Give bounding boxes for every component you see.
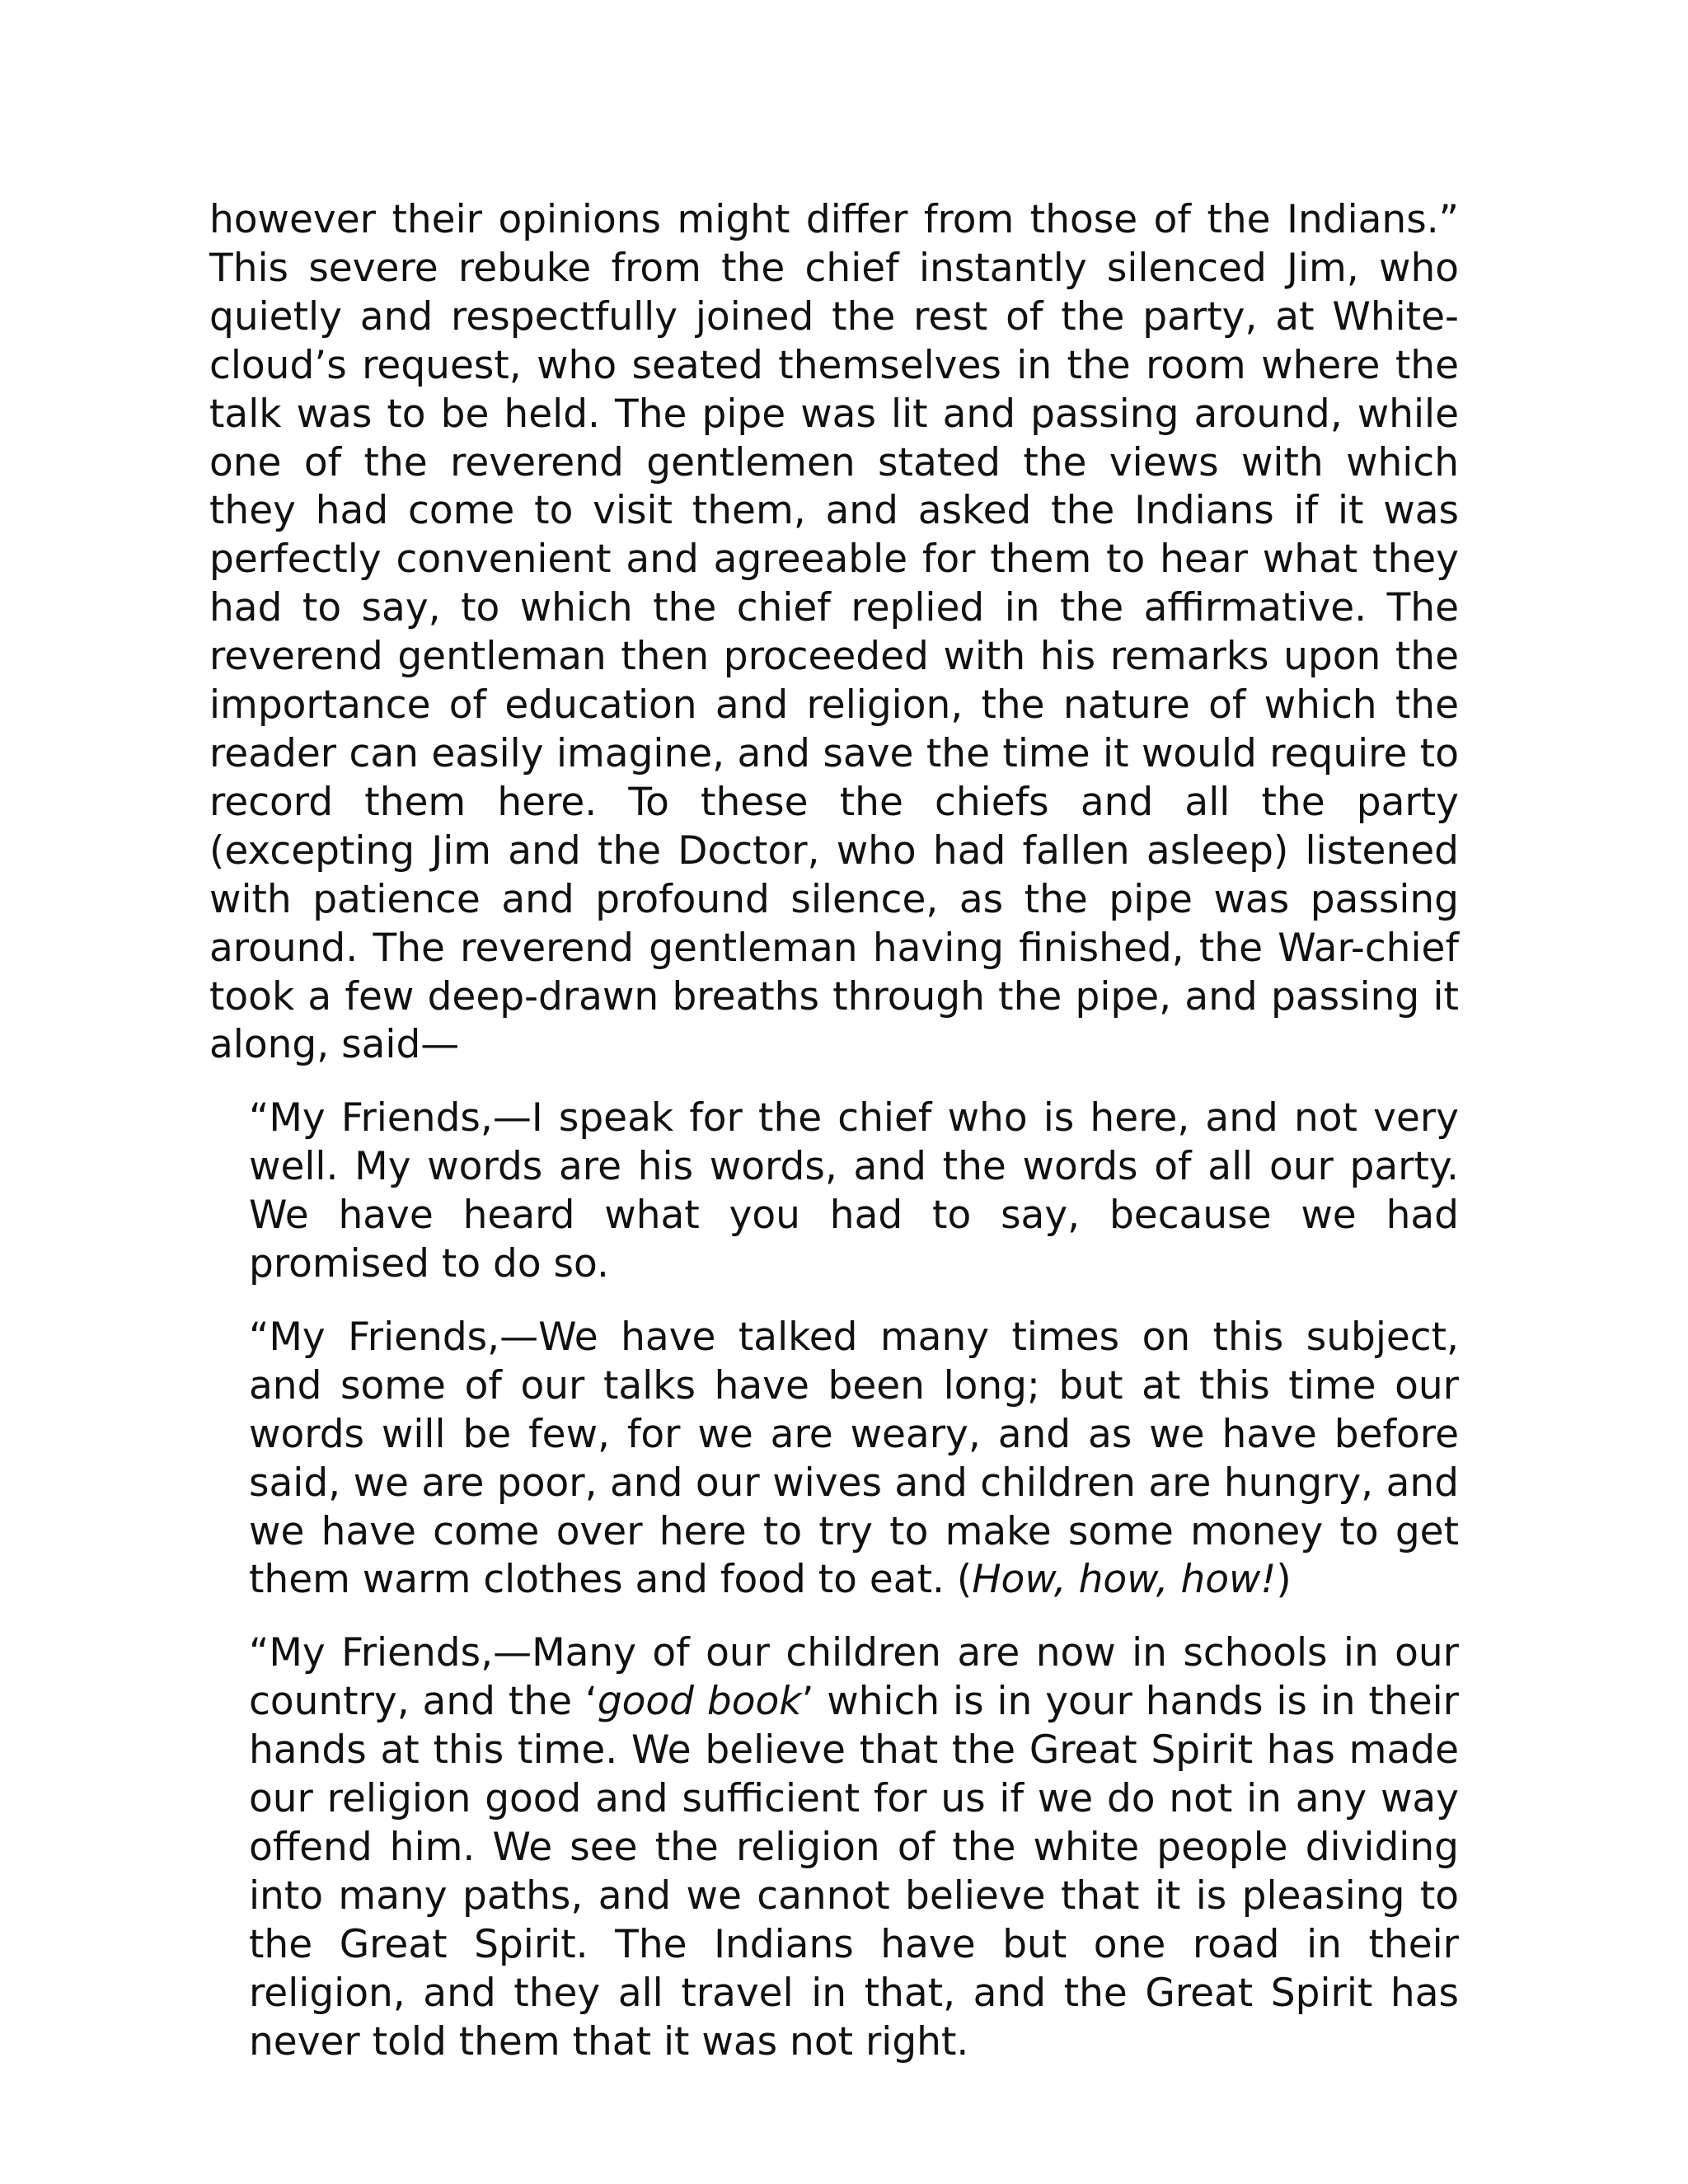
speech-text-end: ) — [1276, 1557, 1292, 1603]
italic-exclamation: How, how, how! — [972, 1557, 1277, 1603]
speech-text-end: ’ which is in your hands is in their hands at this time. We believe that the Great Spirit has made our religion good and sufficient for us if we do not in any way offend him. We see the religion of the white people dividing into many paths, and we cannot believe that it is pleasing to the Great Spirit. The Indians have but one road in their religion, and they all travel in that, and the Great Spirit has never told them that it was not right. — [249, 1679, 1459, 2064]
speech-text: “My Friends,—We have talked many times on this subject, and some of our talks have been long; but at this time our words will be few, for we are weary, and as we have before said, we are poor, and our wives and children are hungry, and we have come over here to try to make some money to get them warm clothes and food to eat. ( — [249, 1314, 1459, 1603]
speech-text: “My Friends,—Many of our children are now in schools in our country, and the ‘ — [249, 1630, 1459, 1725]
italic-book-title: good book — [597, 1679, 802, 1725]
speech-paragraph-3 — [249, 1629, 1459, 2066]
speech-paragraph-1: “My Friends,—I speak for the chief who is here, and not very well. My words are his words, and the words of all our party. We have heard what you had to say, because we had promised to do so. — [249, 1095, 1459, 1287]
page-body — [209, 196, 1459, 2067]
speech-paragraph-2 — [249, 1314, 1459, 1605]
narrative-paragraph: however their opinions might differ from those of the Indians.” This severe rebuke from the chief instantly silenced Jim, who quietly and respectfully joined the rest of the party, at White-cloud’s request, who seated themselves in the room where the talk was to be held. The pipe was lit and passing around, while one of the reverend gentlemen stated the views with which they had come to visit them, and asked the Indians if it was perfectly convenient and agreeable for them to hear what they had to say, to which the chief replied in the affirmative. The reverend gentleman then proceeded with his remarks upon the importance of education and religion, the nature of which the reader can easily imagine, and save the time it would require to record them here. To these the chiefs and all the party (excepting Jim and the Doctor, who had fallen asleep) listened with patience and profound silence, as the pipe was passing around. The reverend gentleman having finished, the War-chief took a few deep-drawn breaths through the pipe, and passing it along, said— — [209, 197, 1459, 1068]
